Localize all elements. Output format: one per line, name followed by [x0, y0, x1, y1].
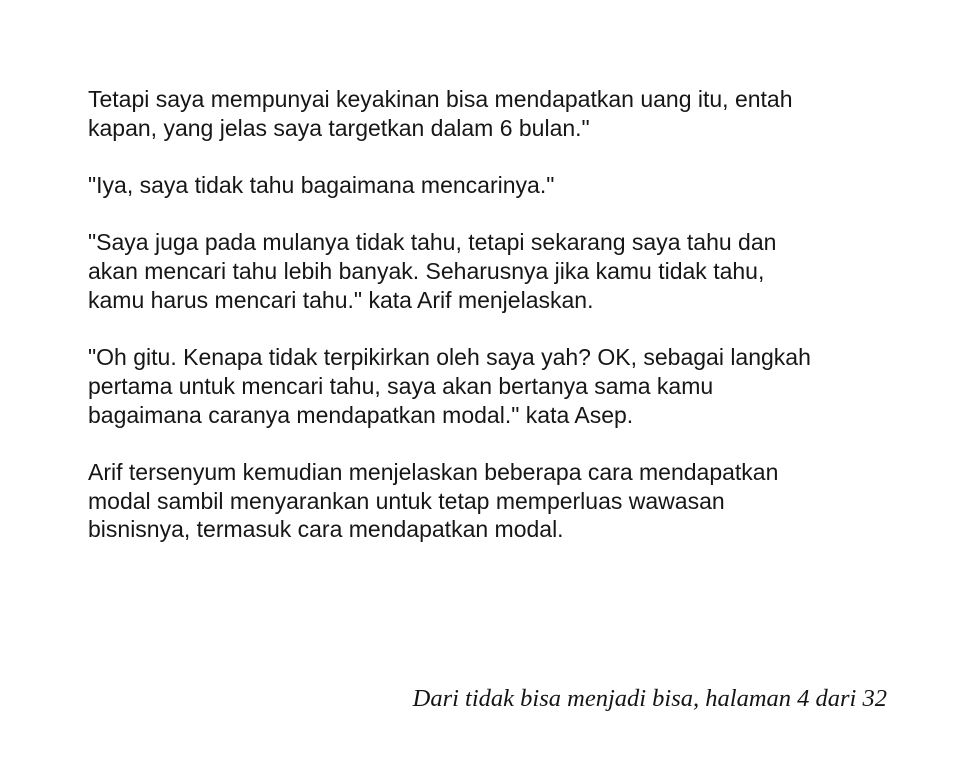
paragraph-2	[88, 171, 888, 200]
text-line: "Iya, saya tidak tahu bagaimana mencarinya."	[88, 172, 555, 199]
text-line: Tetapi saya mempunyai keyakinan bisa mendapatkan uang itu, entah	[88, 86, 793, 112]
text-line: bisnisnya, termasuk cara mendapatkan modal.	[88, 516, 564, 543]
text-line: bagaimana caranya mendapatkan modal." kata Asep.	[88, 401, 634, 428]
text-line: Arif tersenyum kemudian menjelaskan beberapa cara mendapatkan	[88, 459, 779, 486]
paragraph-1	[88, 85, 888, 142]
page-footer	[413, 684, 887, 714]
text-line: akan mencari tahu lebih banyak. Seharusnya jika kamu tidak tahu,	[88, 258, 765, 285]
footer-text: Dari tidak bisa menjadi bisa, halaman 4 dari 32	[412, 685, 887, 712]
page-body	[88, 85, 888, 573]
paragraph-4	[88, 343, 888, 429]
paragraph-5	[88, 458, 888, 544]
text-line: kapan, yang jelas saya targetkan dalam 6 bulan."	[88, 114, 590, 141]
text-line: modal sambil menyarankan untuk tetap memperluas wawasan	[88, 487, 725, 514]
text-line: pertama untuk mencari tahu, saya akan bertanya sama kamu	[88, 372, 714, 399]
text-line: kamu harus mencari tahu." kata Arif menjelaskan.	[88, 286, 594, 313]
text-line: "Saya juga pada mulanya tidak tahu, tetapi sekarang saya tahu dan	[88, 229, 777, 256]
text-line: "Oh gitu. Kenapa tidak terpikirkan oleh saya yah? OK, sebagai langkah	[88, 344, 811, 371]
paragraph-3	[88, 228, 888, 314]
